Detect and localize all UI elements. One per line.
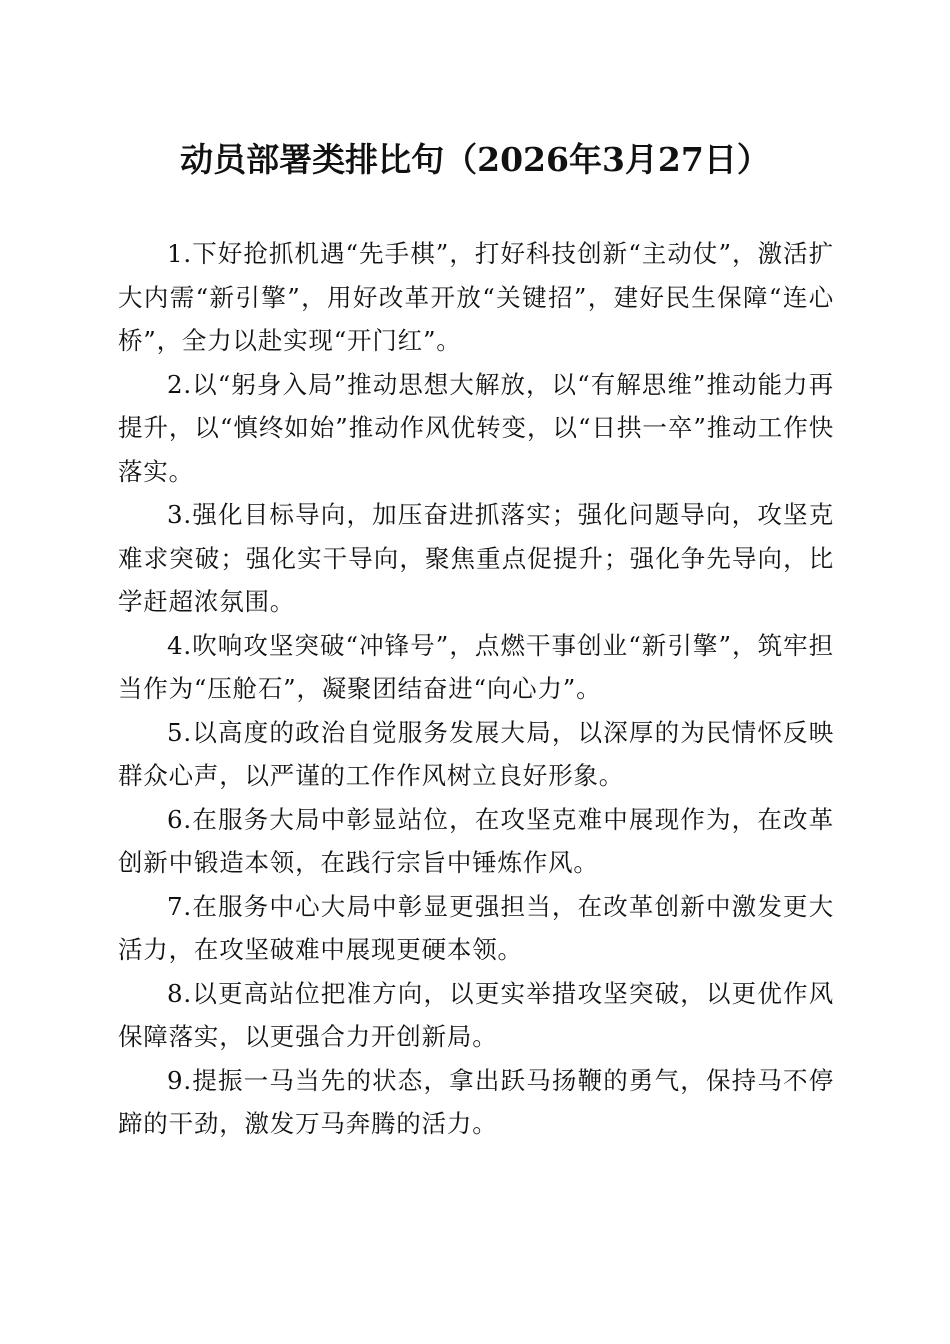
paragraph-7: 7.在服务中心大局中彰显更强担当，在改革创新中激发更大活力，在攻坚破难中展现更硬本领。 bbox=[118, 891, 834, 964]
paragraph-9: 9.提振一马当先的状态，拿出跃马扬鞭的勇气，保持马不停蹄的干劲，激发万马奔腾的活力。 bbox=[118, 1065, 834, 1138]
paragraph-3: 3.强化目标导向，加压奋进抓落实；强化问题导向，攻坚克难求突破；强化实干导向，聚焦重点促提升；强化争先导向，比学赶超浓氛围。 bbox=[118, 500, 834, 616]
document-title: 动员部署类排比句（2026年3月27日） bbox=[180, 140, 770, 179]
paragraph-1: 1.下好抢抓机遇“先手棋”，打好科技创新“主动仗”，激活扩大内需“新引擎”，用好改革开放“关键招”，建好民生保障“连心桥”，全力以赴实现“开门红”。 bbox=[118, 239, 834, 355]
document-body bbox=[118, 232, 834, 1146]
paragraph-5: 5.以高度的政治自觉服务发展大局，以深厚的为民情怀反映群众心声，以严谨的工作作风树立良好形象。 bbox=[118, 717, 834, 790]
paragraph-4: 4.吹响攻坚突破“冲锋号”，点燃干事创业“新引擎”，筑牢担当作为“压舱石”，凝聚团结奋进“向心力”。 bbox=[118, 630, 834, 703]
paragraph-2: 2.以“躬身入局”推动思想大解放，以“有解思维”推动能力再提升，以“慎终如始”推动作风优转变，以“日拱一卒”推动工作快落实。 bbox=[118, 369, 834, 486]
paragraph-8: 8.以更高站位把准方向，以更实举措攻坚突破，以更优作风保障落实，以更强合力开创新局。 bbox=[118, 978, 834, 1051]
paragraph-6: 6.在服务大局中彰显站位，在攻坚克难中展现作为，在改革创新中锻造本领，在践行宗旨中锤炼作风。 bbox=[118, 804, 834, 877]
